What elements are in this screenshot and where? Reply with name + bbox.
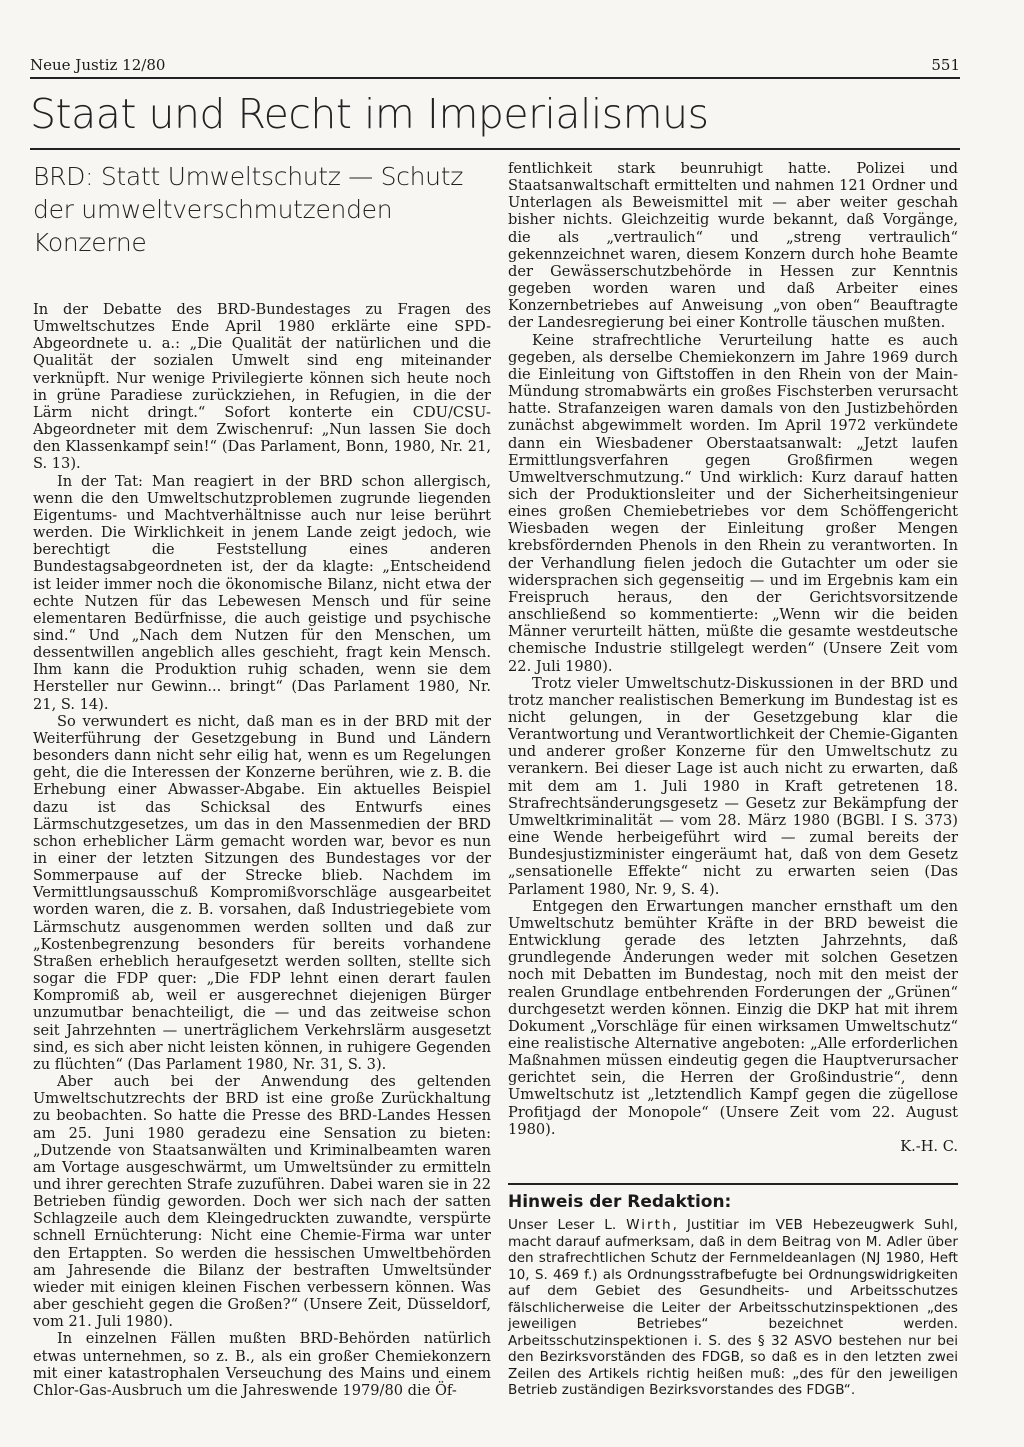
- article-title: [33, 160, 491, 259]
- note-rule: [508, 1183, 958, 1185]
- article-title-line2: der umweltverschmutzenden Konzerne: [33, 195, 393, 257]
- paragraph: Entgegen den Erwartungen mancher ernsthaft um den Umweltschutz bemühter Kräfte in der BRD beweist die Entwicklung gerade des letzten Jahrzehnts, daß grundlegende Änderungen weder mit solchen Gesetzen noch mit Debatten im Bundestag, noch mit den meist der realen Grundlage entbehrenden Forderungen der „Grünen“ durchgesetzt werden können. Einzig die DKP hat mit ihrem Dokument „Vorschläge für einen wirksamen Umweltschutz“ eine realistische Alternative angeboten: „Alle erforderlichen Maßnahmen müssen eindeutig gegen die Hauptverursacher gerichtet sein, die Herren der Großindustrie“, denn Umweltschutz ist „letztendlich Kampf gegen die zügellose Profitjagd der Monopole“ (Unsere Zeit vom 22. August 1980).: [508, 897, 958, 1138]
- paragraph: Trotz vieler Umweltschutz-Diskussionen in der BRD und trotz mancher realistischen Bemerkung im Bundestag ist es nicht gelungen, in der Gesetzgebung klar die Verantwortung und Verantwortlichkeit der Chemie-Giganten und anderer großer Konzerne für den Umweltschutz zu verankern. Bei dieser Lage ist auch nicht zu erwarten, daß mit dem am 1. Juli 1980 in Kraft getretenen 18. Strafrechtsänderungsgesetz — Gesetz zur Bekämpfung der Umweltkriminalität — vom 28. März 1980 (BGBl. I S. 373) eine Wende herbeigeführt wird — zumal bereits der Bundesjustizminister eingeräumt hat, daß von dem Gesetz „sensationelle Effekte“ nicht zu erwarten seien (Das Parlament 1980, Nr. 9, S. 4).: [508, 674, 958, 898]
- header-rule: [30, 77, 960, 79]
- reader-name: Wirth: [626, 1217, 673, 1234]
- paragraph: Keine strafrechtliche Verurteilung hatte es auch gegeben, als derselbe Chemiekonzern im Jahre 1969 durch die Einleitung von Giftstoffen in den Rhein von der Main-Mündung stromabwärts ein großes Fischsterben verursacht hatte. Strafanzeigen waren damals von den Justizbehörden zunächst abgewimmelt worden. Im April 1972 verkündete dann ein Wiesbadener Oberstaatsanwalt: „Jetzt laufen Ermittlungsverfahren gegen Großfirmen wegen Umweltverschmutzung.“ Und wirklich: Kurz darauf hatten sich der Produktionsleiter und der Sicherheitsingenieur eines großen Chemiebetriebes vor dem Schöffengericht Wiesbaden wegen der Einleitung großer Mengen krebsfördernden Phenols in den Rhein zu verantworten. In der Verhandlung fielen jedoch die Gutachter um oder sie widersprachen sich gegenseitig — und im Ergebnis kam ein Freispruch heraus, den der Gerichtsvorsitzende anschließend so kommentierte: „Wenn wir die beiden Männer verurteilt hätten, müßte die gesamte westdeutsche chemische Industrie stillgelegt werden“ (Unsere Zeit vom 22. Juli 1980).: [508, 331, 958, 675]
- section-rule: [30, 148, 960, 150]
- right-column: [508, 160, 958, 1399]
- paragraph: In einzelnen Fällen mußten BRD-Behörden natürlich etwas unternehmen, so z. B., als ein großer Chemiekonzern mit einer katastrophalen Verseuchung des Mains und einem Chlor-Gas-Ausbruch um die Jahreswende 1979/80 die Öf-: [33, 1330, 491, 1399]
- article-title-line1: BRD: Statt Umweltschutz — Schutz: [33, 162, 464, 191]
- note-text: Unser Leser L.: [508, 1217, 627, 1234]
- section-title: Staat und Recht im Imperialismus: [30, 90, 709, 138]
- left-column: [33, 160, 491, 1399]
- journal-issue: Neue Justiz 12/80: [30, 56, 166, 74]
- author-signature: K.-H. C.: [900, 1137, 958, 1155]
- editorial-note-body: [508, 1217, 958, 1399]
- paragraph: fentlichkeit stark beunruhigt hatte. Polizei und Staatsanwaltschaft ermittelten und nahmen 121 Ordner und Unterlagen als Beweismittel mit — aber weiter geschah bisher nichts. Gleichzeitig wurde bekannt, daß Vorgänge, die als „vertraulich“ und „streng vertraulich“ gekennzeichnet waren, diesem Konzern durch hohe Beamte der Gewässerschutzbehörde in Hessen zur Kenntnis gegeben worden waren und daß Arbeiter eines Konzernbetriebes auf Anweisung „von oben“ Beauftragte der Landesregierung bei einer Kontrolle täuschen mußten.: [508, 160, 958, 332]
- page-number: 551: [931, 56, 960, 74]
- paragraph: Aber auch bei der Anwendung des geltenden Umweltschutzrechts der BRD ist eine große Zurückhaltung zu beobachten. So hatte die Presse des BRD-Landes Hessen am 25. Juni 1980 geradezu eine Sensation zu bieten: „Dutzende von Staatsanwälten und Kriminalbeamten waren am Vortage ausgeschwärmt, um Umweltsünder zu ermitteln und ihrer gerechten Strafe zuzuführen. Dabei waren sie in 22 Betrieben fündig geworden. Doch wer sich nach der satten Schlagzeile auch dem Kleingedruckten zuwandte, verspürte schnell Ernüchterung: Nicht eine Chemie-Firma war unter den Ertappten. So werden die hessischen Umweltbehörden am Jahresende die Bilanz der bestraften Umweltsünder wieder mit einigen kleinen Fischen verbessern können. Was aber geschieht gegen die Großen?“ (Unsere Zeit, Düsseldorf, vom 21. Juli 1980).: [33, 1073, 491, 1331]
- editorial-note-title: Hinweis der Redaktion:: [508, 1192, 732, 1213]
- paragraph: In der Tat: Man reagiert in der BRD schon allergisch, wenn die den Umweltschutzproblemen zugrunde liegenden Eigentums- und Machtverhältnisse auch nur leise berührt werden. Die Wirklichkeit in jenem Lande zeigt jedoch, wie berechtigt die Feststellung eines anderen Bundestagsabgeordneten ist, der da klagte: „Entscheidend ist leider immer noch die ökonomische Bilanz, nicht etwa der echte Nutzen für das Lebewesen Mensch und für seine elementaren Bedürfnisse, die auch geistige und psychische sind.“ Und „Nach dem Nutzen für den Menschen, um dessentwillen angeblich alles geschieht, fragt kein Mensch. Ihm kann die Produktion ruhig schaden, wenn sie dem Hersteller nur Gewinn... bringt“ (Das Parlament 1980, Nr. 21, S. 14).: [33, 472, 491, 713]
- paragraph: In der Debatte des BRD-Bundestages zu Fragen des Umweltschutzes Ende April 1980 erklärte eine SPD-Abgeordnete u. a.: „Die Qualität der natürlichen und die Qualität der sozialen Umwelt sind eng miteinander verknüpft. Nur wenige Privilegierte können sich heute noch in grüne Paradiese zurückziehen, in Refugien, in die der Lärm nicht dringt.“ Sofort konterte ein CDU/CSU-Abgeordneter mit dem Zwischenruf: „Nun lassen Sie doch den Klassenkampf sein!“ (Das Parlament, Bonn, 1980, Nr. 21, S. 13).: [33, 301, 491, 473]
- paragraph: So verwundert es nicht, daß man es in der BRD mit der Weiterführung der Gesetzgebung in Bund und Ländern besonders dann nicht sehr eilig hat, wenn es um Regelungen geht, die die Interessen der Konzerne berühren, wie z. B. die Erhebung einer Abwasser-Abgabe. Ein aktuelles Beispiel dazu ist das Schicksal des Entwurfs eines Lärmschutzgesetzes, um das in den Massenmedien der BRD schon erheblicher Lärm gemacht worden war, bevor es nun in einer der letzten Sitzungen des Bundestages vor der Sommerpause auf der Strecke blieb. Nachdem im Vermittlungsausschuß Kompromißvorschläge ausgearbeitet worden waren, die z. B. vorsahen, daß Industriegebiete vom Lärmschutz ausgenommen werden sollten und daß zur „Kostenbegrenzung besonders für bereits vorhandene Straßen erheblich heraufgesetzt werden sollten, stellte sich sogar die FDP quer: „Die FDP lehnt einen derart faulen Kompromiß ab, weil er ausgerechnet diejenigen Bürger unzumutbar benachteiligt, die — und das zeitweise schon seit Jahrzehnten — unerträglichem Verkehrslärm ausgesetzt sind, es sich aber nicht leisten können, in ruhigere Gegenden zu flüchten“ (Das Parlament 1980, Nr. 31, S. 3).: [33, 712, 491, 1073]
- note-text: , Justitiar im VEB Hebezeugwerk Suhl, macht darauf aufmerksam, daß in dem Beitrag von M. Adler über den strafrechtlichen Schutz der Fernmeldeanlagen (NJ 1980, Heft 10, S. 469 f.) als Ordnungsstrafbefugte bei Ordnungswidrigkeiten auf dem Gebiet des Gesundheits- und Arbeitsschutzes fälschlicherweise die Leiter der Arbeitsschutzinspektionen „des jeweiligen Betriebes“ bezeichnet werden. Arbeitsschutzinspektionen i. S. des § 32 ASVO bestehen nur bei den Bezirksvorständen des FDGB, so daß es in den letzten zwei Zeilen des Artikels richtig heißen muß: „des für den jeweiligen Betrieb zuständigen Bezirksvorstandes des FDGB“.: [508, 1217, 958, 1399]
